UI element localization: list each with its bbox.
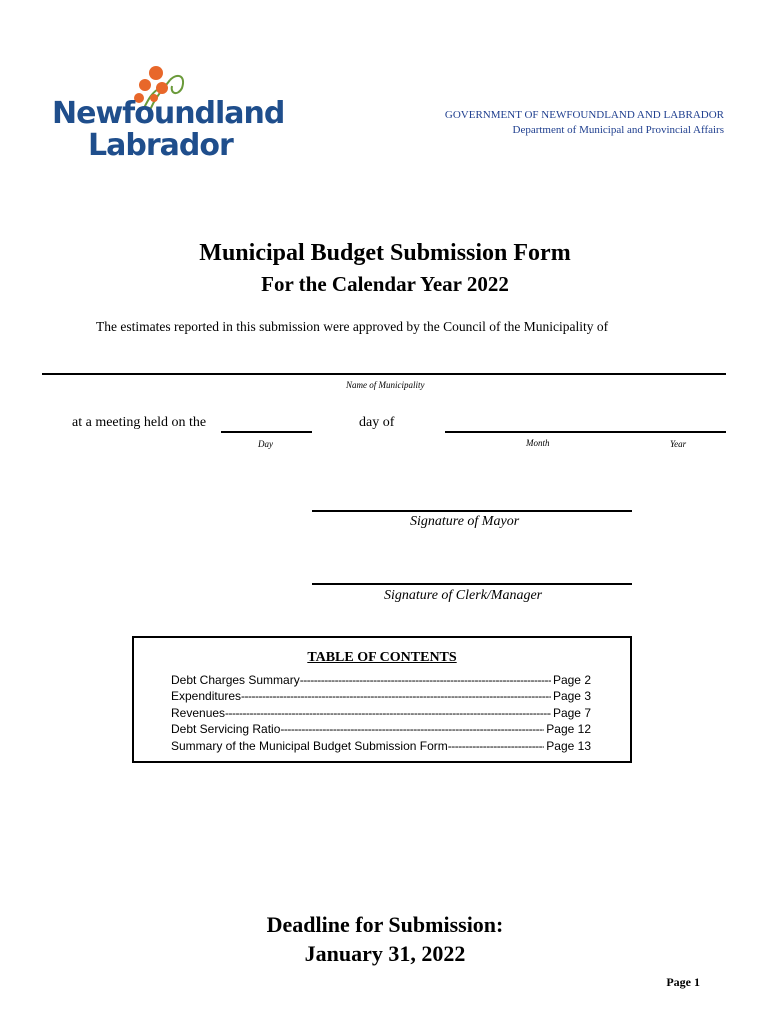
toc-item-label: Expenditures (171, 689, 242, 704)
deadline-date: January 31, 2022 (304, 941, 466, 966)
toc-item-label: Revenues (171, 705, 226, 720)
clerk-signature-label: Signature of Clerk/Manager (384, 588, 543, 603)
toc-item-label: Debt Servicing Ratio (171, 722, 281, 737)
day-of-text: day of (359, 415, 395, 430)
toc-title: TABLE OF CONTENTS (307, 650, 457, 665)
toc-item[interactable] (171, 705, 591, 721)
nl-government-logo (52, 62, 285, 163)
toc-item[interactable] (171, 672, 591, 688)
page-number: Page 1 (666, 975, 700, 989)
approval-statement: The estimates reported in this submission were approved by the Council of the Municipality of (96, 319, 609, 334)
toc-item[interactable] (171, 738, 591, 754)
toc-item-page: Page 2 (552, 673, 591, 687)
toc-item-page: Page 12 (546, 722, 591, 737)
clerk-signature-field[interactable] (312, 583, 632, 585)
municipality-name-label: Name of Municipality (346, 380, 425, 390)
month-label: Month (526, 438, 550, 448)
meeting-text: at a meeting held on the (72, 415, 207, 430)
municipality-name-field[interactable] (42, 373, 726, 375)
government-name: GOVERNMENT OF NEWFOUNDLAND AND LABRADOR (444, 109, 724, 121)
deadline-heading: Deadline for Submission: (266, 912, 504, 937)
mayor-signature-field[interactable] (312, 510, 632, 512)
logo-wordmark-newfoundland: Newfoundland (52, 96, 285, 131)
table-of-contents (132, 636, 632, 763)
logo-wordmark-labrador: Labrador (88, 128, 233, 163)
department-name: Department of Municipal and Provincial Affairs (512, 124, 724, 136)
toc-list (171, 672, 591, 754)
form-title: Municipal Budget Submission Form (199, 240, 571, 266)
toc-item-page: Page 3 (552, 689, 591, 704)
toc-item-page: Page 13 (546, 738, 591, 753)
toc-item-page: Page 7 (552, 705, 591, 720)
meeting-month-year-field[interactable] (445, 431, 726, 433)
toc-item-label: Debt Charges Summary (171, 673, 300, 687)
toc-item[interactable] (171, 721, 591, 737)
form-subtitle: For the Calendar Year 2022 (261, 272, 509, 296)
year-label: Year (670, 439, 687, 449)
toc-item[interactable] (171, 688, 591, 704)
day-label: Day (258, 439, 273, 449)
meeting-day-field[interactable] (221, 431, 312, 433)
toc-item-label: Summary of the Municipal Budget Submission Form (171, 738, 448, 753)
mayor-signature-label: Signature of Mayor (410, 514, 520, 529)
